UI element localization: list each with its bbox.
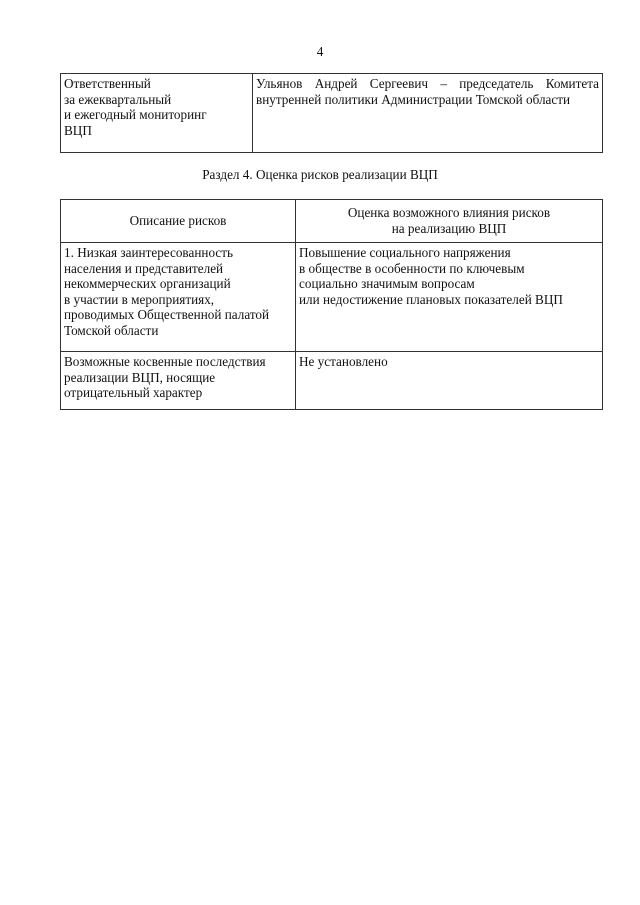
risk-table [60,199,603,410]
risk-table-header [61,200,603,243]
table-row [61,243,603,352]
risk-description-cell: Возможные косвенные последствия реализации ВЦП, носящие отрицательный характер [61,352,296,410]
risk-impact-cell: Не установлено [296,352,603,410]
header-risk-impact: Оценка возможного влияния рисков на реализацию ВЦП [296,200,603,243]
page-number: 4 [316,44,324,59]
responsible-label: Ответственный за ежеквартальный и ежегодный мониторинг ВЦП [61,74,253,153]
header-risk-description: Описание рисков [61,200,296,243]
risk-impact-cell: Повышение социального напряжения в обществе в особенности по ключевым социально значимым вопросам или недостижение плановых показателей ВЦП [296,243,603,352]
table-row [61,352,603,410]
risk-description-cell: 1. Низкая заинтересованность населения и представителей некоммерческих организаций в участии в мероприятиях, проводимых Общественной палатой Томской области [61,243,296,352]
responsible-row [61,74,603,153]
section-title: Раздел 4. Оценка рисков реализации ВЦП [202,167,438,182]
responsible-table [60,73,603,153]
responsible-value: Ульянов Андрей Сергеевич – председатель Комитета внутренней политики Администрации Томской области [253,74,603,153]
